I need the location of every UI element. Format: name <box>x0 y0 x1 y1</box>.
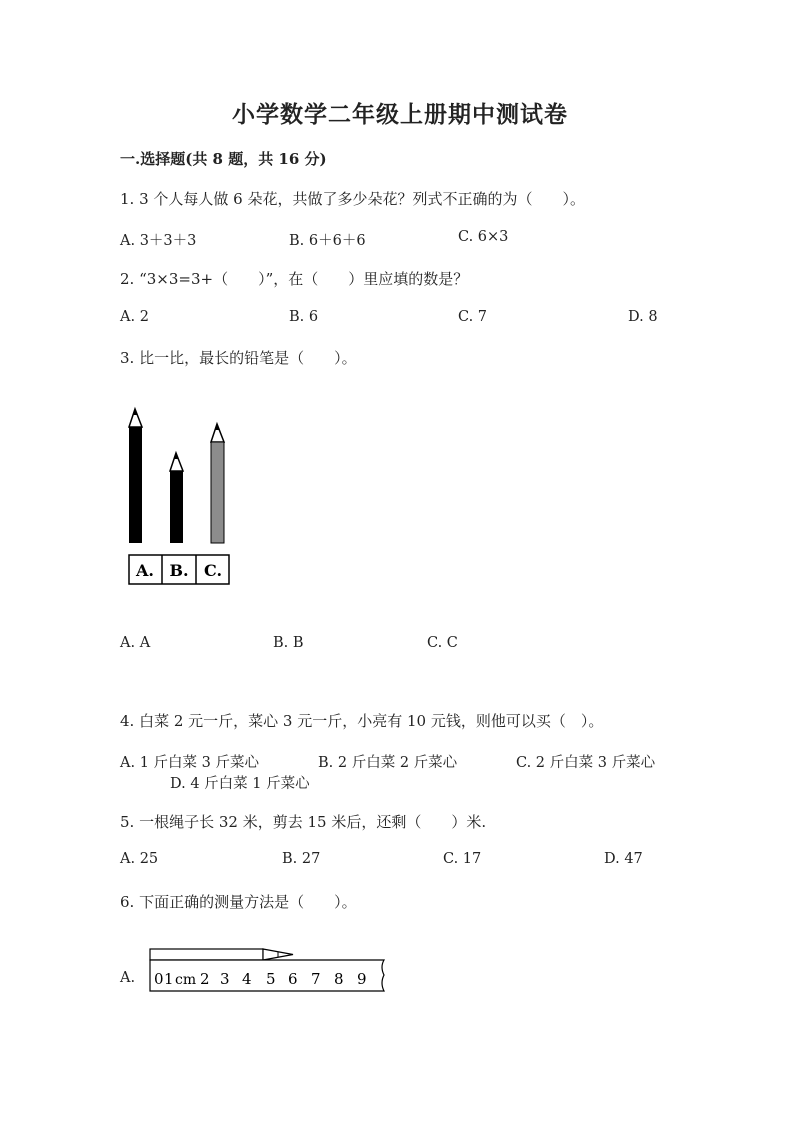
ruler-tick-1: 1 <box>164 970 174 988</box>
ruler-figure <box>146 945 390 995</box>
ruler-tick-0: 0 <box>154 970 164 988</box>
pencil-a <box>129 409 142 543</box>
q5-option-c[interactable]: C. 17 <box>443 851 482 867</box>
q4-option-a[interactable]: A. 1 斤白菜 3 斤菜心 <box>120 755 259 771</box>
q4-option-d[interactable]: D. 4 斤白菜 1 斤菜心 <box>170 776 310 792</box>
q2-option-a[interactable]: A. 2 <box>120 309 149 325</box>
pencil-label-a: A. <box>136 561 154 580</box>
q5-option-a[interactable]: A. 25 <box>120 851 159 867</box>
q3-option-c[interactable]: C. C <box>427 635 458 651</box>
q1-option-a[interactable]: A. 3＋3＋3 <box>120 233 197 249</box>
pencil-label-b: B. <box>169 561 189 580</box>
q2-option-b[interactable]: B. 6 <box>289 309 319 325</box>
pencil-c <box>211 424 224 543</box>
ruler-unit-cm: cm <box>175 972 197 988</box>
question-1: 1. 3 个人每人做 6 朵花，共做了多少朵花？列式不正确的为（ ）。 <box>120 190 585 208</box>
question-2: 2. “3×3=3+（ ）”，在（ ）里应填的数是？ <box>120 270 469 288</box>
q2-option-d[interactable]: D. 8 <box>628 309 658 325</box>
pencil-b <box>170 453 183 543</box>
q3-option-b[interactable]: B. B <box>273 635 304 651</box>
q4-option-c[interactable]: C. 2 斤白菜 3 斤菜心 <box>516 755 656 771</box>
q6-option-a-label[interactable]: A. <box>120 970 136 986</box>
ruler-tick-2: 2 <box>200 970 210 988</box>
ruler-tick-5: 5 <box>266 970 276 988</box>
ruler-tick-9: 9 <box>357 970 367 988</box>
ruler-tick-8: 8 <box>334 970 344 988</box>
q1-option-b[interactable]: B. 6＋6＋6 <box>289 233 366 249</box>
q5-option-d[interactable]: D. 47 <box>604 851 643 867</box>
q3-option-a[interactable]: A. A <box>120 635 151 651</box>
ruler-tick-7: 7 <box>311 970 321 988</box>
question-6: 6. 下面正确的测量方法是（ ）。 <box>120 893 357 911</box>
question-5: 5. 一根绳子长 32 米，剪去 15 米后，还剩（ ）米. <box>120 813 487 831</box>
measured-pencil <box>150 949 293 960</box>
q2-option-c[interactable]: C. 7 <box>458 309 488 325</box>
ruler-tick-3: 3 <box>220 970 230 988</box>
pencils-figure <box>125 405 235 590</box>
q5-option-b[interactable]: B. 27 <box>282 851 321 867</box>
question-3: 3. 比一比，最长的铅笔是（ ）。 <box>120 349 357 367</box>
q1-option-c[interactable]: C. 6×3 <box>458 229 509 245</box>
ruler-tick-4: 4 <box>242 970 252 988</box>
question-4: 4. 白菜 2 元一斤，菜心 3 元一斤，小亮有 10 元钱，则他可以买（ ）。 <box>120 712 604 730</box>
ruler-tick-6: 6 <box>288 970 298 988</box>
q4-option-b[interactable]: B. 2 斤白菜 2 斤菜心 <box>318 755 458 771</box>
pencil-label-c: C. <box>203 561 223 580</box>
section-heading: 一.选择题(共 8 题，共 16 分) <box>120 150 327 168</box>
page-title: 小学数学二年级上册期中测试卷 <box>232 101 568 128</box>
